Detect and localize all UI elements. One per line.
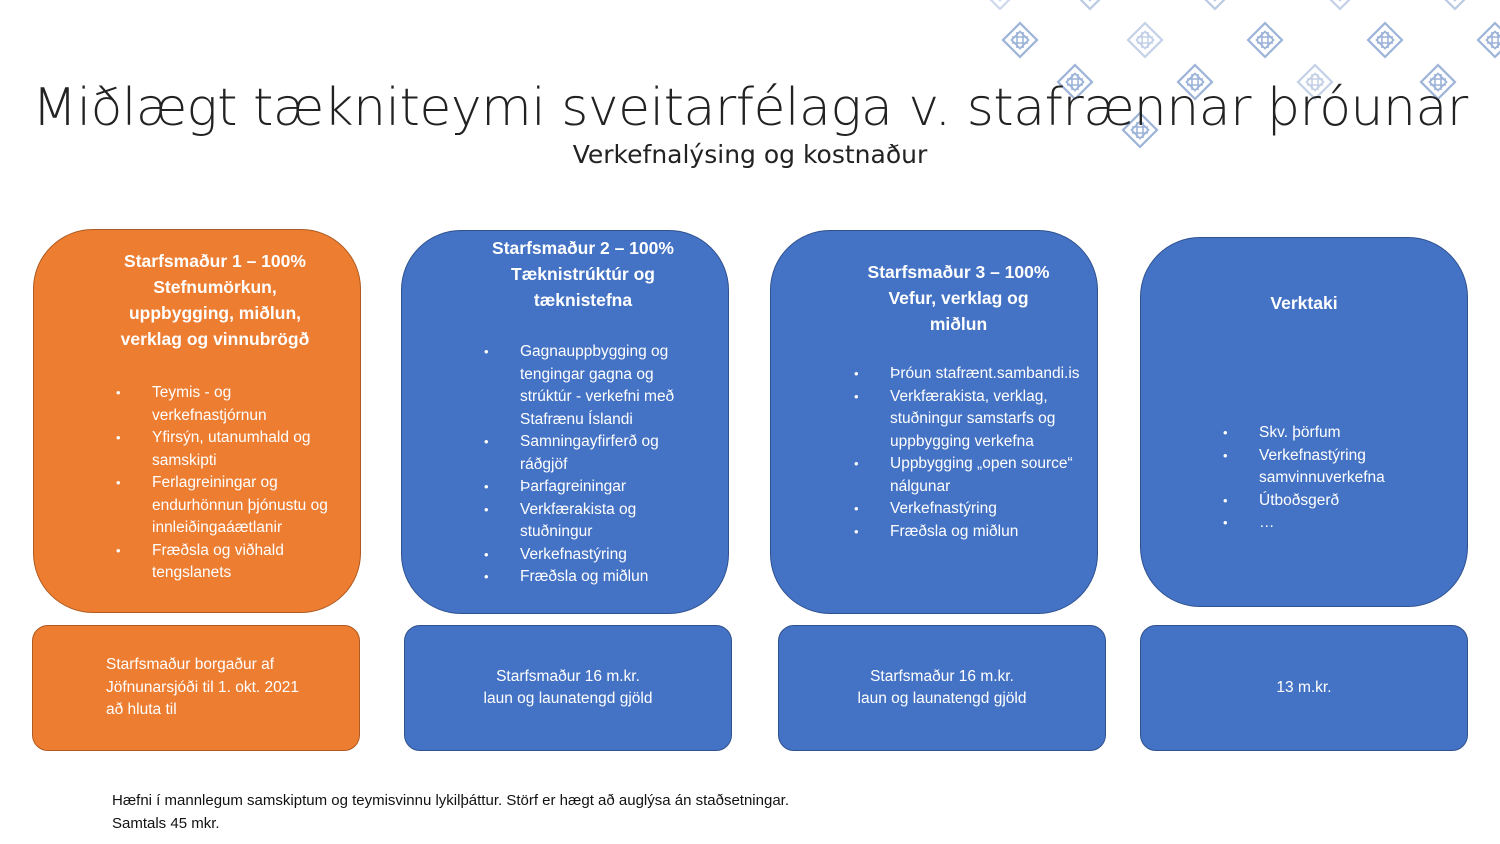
knot-icon: [1073, 0, 1107, 9]
list-item: • Gagnauppbygging og tengingar gagna og strúktúr - verkefni með Stafrænu Íslandi: [484, 341, 702, 431]
footer-line-2: Samtals 45 mkr.: [112, 814, 220, 832]
list-item: • Verkefnastýring samvinnuverkefna: [1223, 445, 1419, 490]
role-card-employee-1: [33, 229, 361, 613]
knot-icon: [983, 0, 1017, 9]
list-item: • Fræðsla og viðhald tengslanets: [116, 540, 322, 585]
knot-icon: [1198, 0, 1232, 9]
list-item: • Uppbygging „open source“ nálgunar: [854, 453, 1080, 498]
list-item: • Útboðsgerð: [1223, 490, 1457, 513]
knot-icon: [1128, 23, 1162, 57]
knot-icon: [1368, 23, 1402, 57]
role-header: Starfsmaður 2 – 100% Tæknistrúktúr og tæknistefna: [492, 238, 674, 310]
list-item: • Skv. þörfum: [1223, 422, 1457, 445]
list-item: • Ferlagreiningar og endurhönnun þjónustu og innleiðingaáætlanir: [116, 472, 342, 540]
task-list: [854, 363, 1087, 543]
task-list: [116, 382, 344, 585]
list-item: • Verkfærakista og stuðningur: [484, 499, 660, 544]
role-card-employee-3: [770, 230, 1098, 614]
role-card-contractor: [1140, 237, 1468, 607]
role-header: Starfsmaður 3 – 100% Vefur, verklag og miðlun: [867, 262, 1050, 334]
list-item: • Verkfærakista, verklag, stuðningur samstarfs og uppbygging verkefna: [854, 386, 1090, 454]
list-item: • Verkefnastýring: [484, 544, 712, 567]
role-header: Verktaki: [1270, 293, 1338, 313]
list-item: • Yfirsýn, utanumhald og samskipti: [116, 427, 352, 472]
task-list: [1223, 422, 1457, 535]
footer-line-1: Hæfni í mannlegum samskiptum og teymisvinnu lykilþáttur. Störf er hægt að auglýsa án staðsetningar.: [112, 792, 789, 809]
list-item: • Teymis - og verkefnastjórnun: [116, 382, 342, 427]
role-card-employee-2: [401, 230, 729, 614]
knot-icon: [1003, 23, 1037, 57]
cost-box-employee-3: Starfsmaður 16 m.kr. laun og launatengd gjöld: [778, 625, 1106, 751]
footer-note: [112, 790, 789, 835]
slide-title: Miðlægt tækniteymi sveitarfélaga v. stafrænnar þróunar: [32, 78, 1468, 138]
cost-box-contractor: 13 m.kr.: [1140, 625, 1468, 751]
list-item: • Fræðsla og miðlun: [854, 521, 1087, 544]
role-header: Starfsmaður 1 – 100% Stefnumörkun, uppbygging, miðlun, verklag og vinnubrögð: [120, 251, 310, 349]
task-list: [484, 341, 712, 589]
list-item: • Fræðsla og miðlun: [484, 566, 712, 589]
knot-icon: [1323, 0, 1357, 9]
list-item: • Samningayfirferð og ráðgjöf: [484, 431, 680, 476]
knot-icon: [1478, 23, 1500, 57]
slide-subtitle: Verkefnalýsing og kostnaður: [572, 140, 928, 169]
knot-icon: [1248, 23, 1282, 57]
knot-icon: [1438, 0, 1472, 9]
cost-box-employee-2: Starfsmaður 16 m.kr. laun og launatengd gjöld: [404, 625, 732, 751]
list-item: • Þarfagreiningar: [484, 476, 712, 499]
cost-box-employee-1: Starfsmaður borgaður af Jöfnunarsjóði til 1. okt. 2021 að hluta til: [32, 625, 360, 751]
list-item: • Þróun stafrænt.sambandi.is: [854, 363, 1090, 386]
list-item: • Verkefnastýring: [854, 498, 1087, 521]
list-item: • …: [1223, 512, 1457, 535]
